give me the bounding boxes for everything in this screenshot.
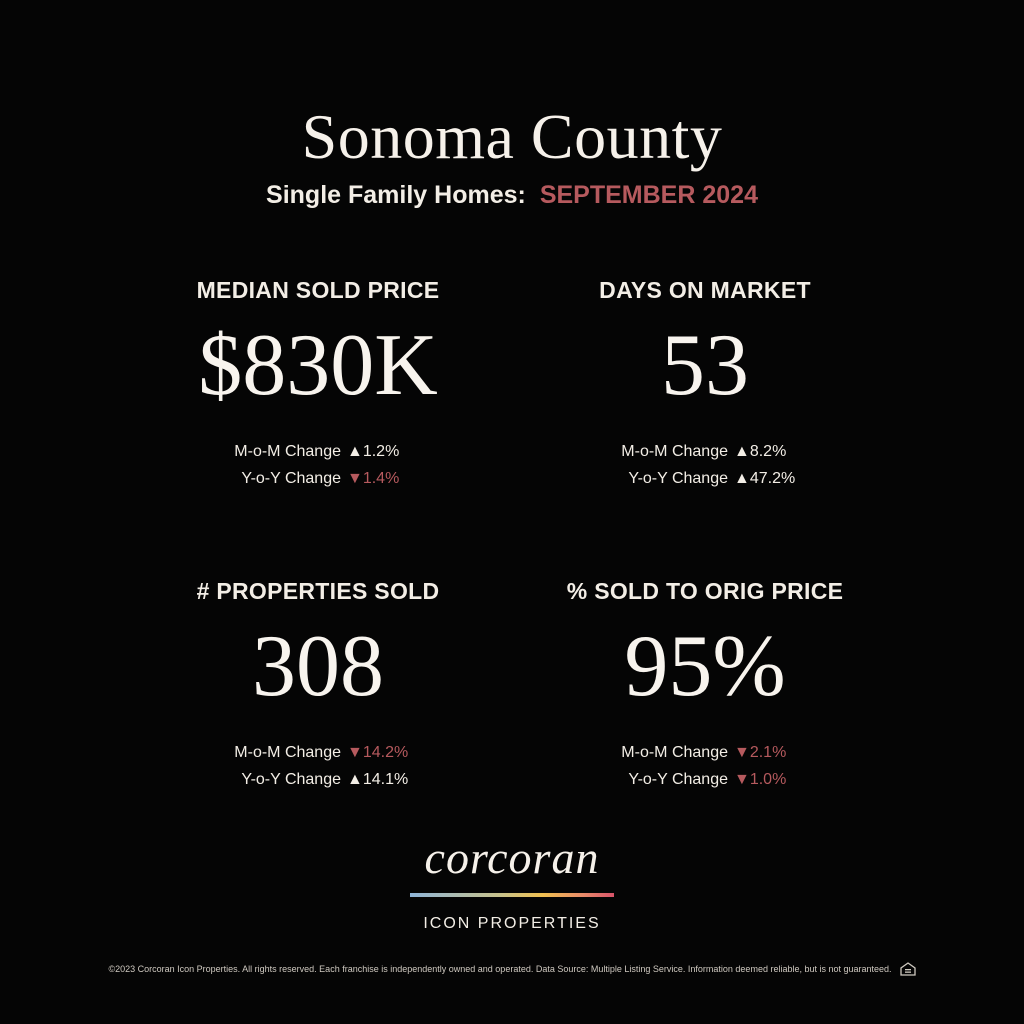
mom-value: ▲8.2% xyxy=(734,443,787,460)
yoy-change-row xyxy=(515,465,895,492)
stat-value: 308 xyxy=(252,618,384,715)
stat-label: MEDIAN SOLD PRICE xyxy=(196,277,440,303)
yoy-change-row xyxy=(515,766,895,793)
mom-change-row xyxy=(515,739,895,766)
brand-subline: ICON PROPERTIES xyxy=(423,915,601,932)
yoy-change-row xyxy=(128,465,508,492)
yoy-value: ▲14.1% xyxy=(347,771,409,788)
stat-properties-sold xyxy=(128,578,508,793)
stat-days-on-market xyxy=(515,277,895,492)
stat-changes xyxy=(515,739,895,793)
stat-changes xyxy=(128,739,508,793)
mom-label: M-o-M Change xyxy=(621,443,728,460)
mom-value: ▼14.2% xyxy=(347,744,409,761)
stat-changes xyxy=(128,438,508,492)
stat-median-sold-price xyxy=(128,277,508,492)
stat-value: 53 xyxy=(661,317,749,414)
stat-label: # PROPERTIES SOLD xyxy=(196,578,440,604)
yoy-value: ▼1.4% xyxy=(347,470,400,487)
mom-label: M-o-M Change xyxy=(234,744,341,761)
footer xyxy=(0,962,1024,976)
stat-changes xyxy=(515,438,895,492)
stat-value: 95% xyxy=(624,618,786,715)
mom-label: M-o-M Change xyxy=(234,443,341,460)
footer-disclaimer: ©2023 Corcoran Icon Properties. All rights reserved. Each franchise is independently owned and operated. Data Source: Multiple Listing Service. Information deemed reliable, but is not guaranteed. xyxy=(108,964,892,974)
subtitle-label: Single Family Homes: xyxy=(266,181,526,209)
yoy-value: ▼1.0% xyxy=(734,771,787,788)
yoy-label: Y-o-Y Change xyxy=(241,771,341,788)
brand-gradient-bar xyxy=(410,893,614,897)
brand-logo xyxy=(0,832,1024,933)
mom-value: ▼2.1% xyxy=(734,744,787,761)
report-period: SEPTEMBER 2024 xyxy=(539,181,758,209)
mom-label: M-o-M Change xyxy=(621,744,728,761)
mom-value: ▲1.2% xyxy=(347,443,400,460)
stat-sold-to-orig-price xyxy=(515,578,895,793)
mom-change-row xyxy=(128,739,508,766)
mom-change-row xyxy=(128,438,508,465)
brand-wordmark: corcoran xyxy=(424,832,600,883)
stat-label: % SOLD TO ORIG PRICE xyxy=(566,578,844,604)
equal-housing-icon xyxy=(900,962,916,976)
stat-value: $830K xyxy=(198,317,438,414)
yoy-change-row xyxy=(128,766,508,793)
yoy-value: ▲47.2% xyxy=(734,470,796,487)
yoy-label: Y-o-Y Change xyxy=(241,470,341,487)
yoy-label: Y-o-Y Change xyxy=(628,470,728,487)
stat-label: DAYS ON MARKET xyxy=(599,277,811,303)
yoy-label: Y-o-Y Change xyxy=(628,771,728,788)
mom-change-row xyxy=(515,438,895,465)
subtitle xyxy=(0,181,1024,210)
page-title: Sonoma County xyxy=(301,101,723,172)
